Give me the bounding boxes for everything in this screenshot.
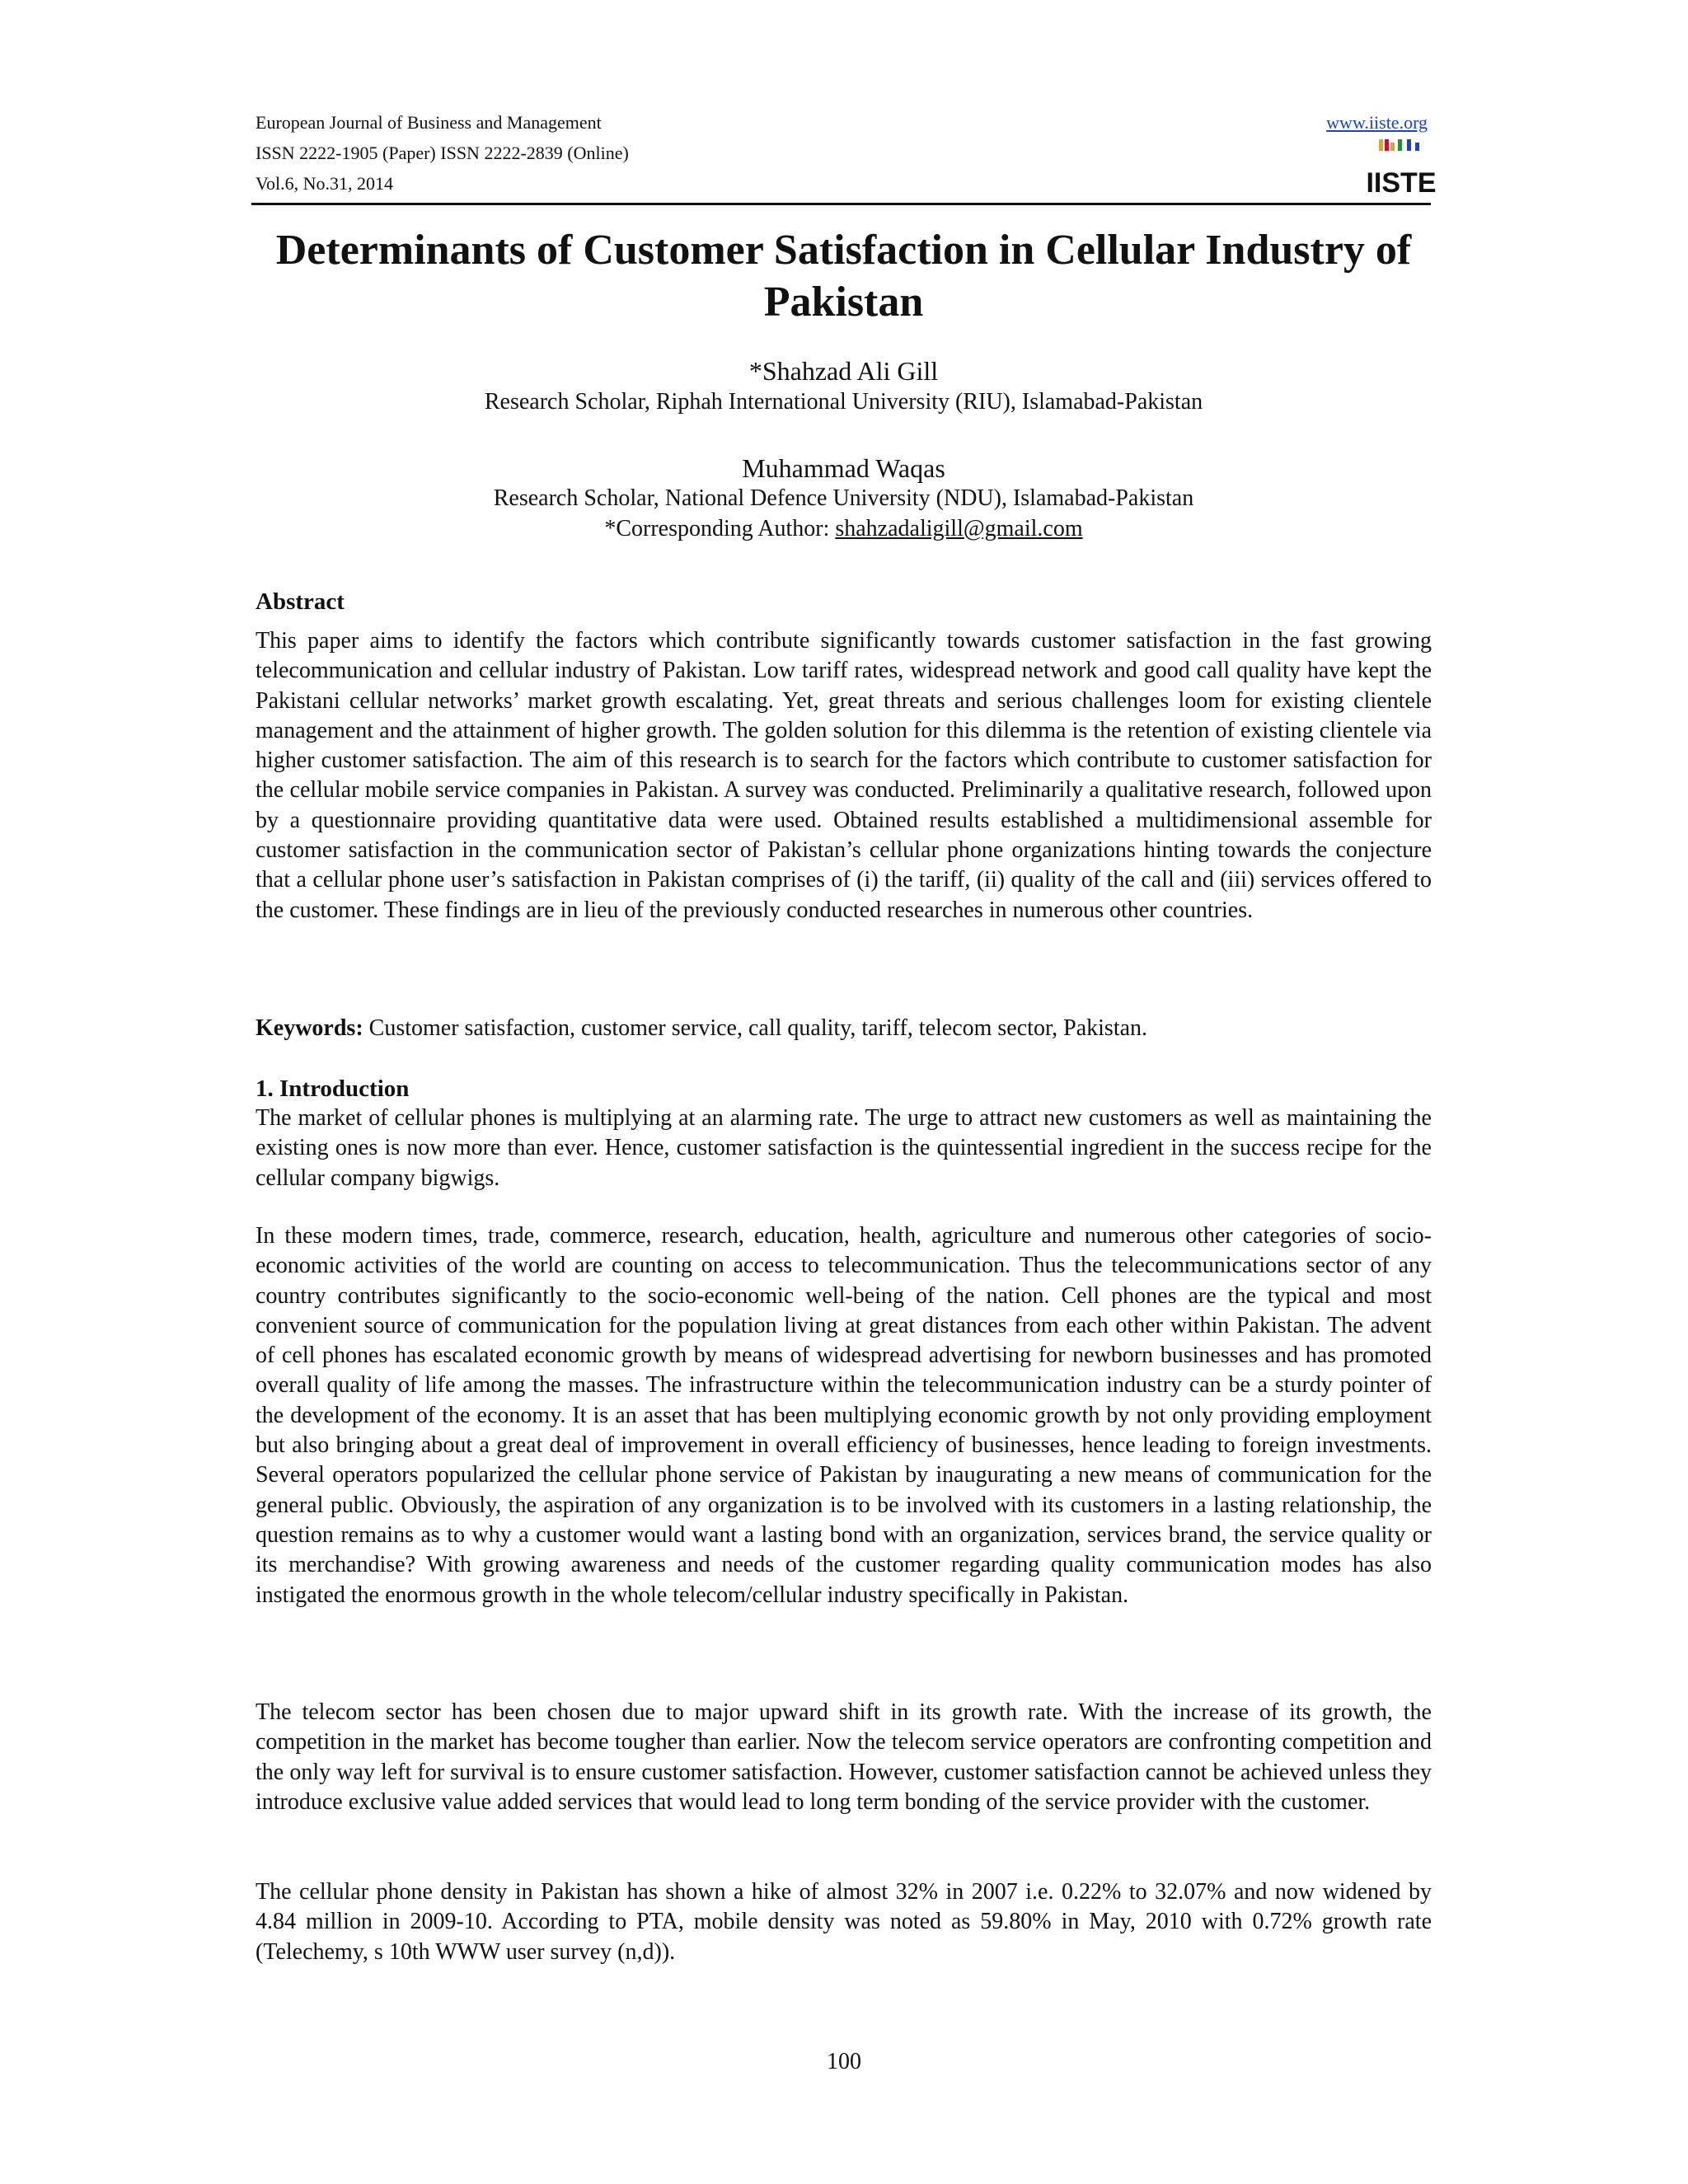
author-2-affiliation: Research Scholar, National Defence University (NDU), Islamabad-Pakistan	[493, 485, 1194, 511]
header-rule	[251, 203, 1431, 205]
corresponding-author	[247, 514, 1440, 544]
journal-url-link[interactable]: www.iiste.org	[1326, 112, 1428, 133]
intro-paragraph: In these modern times, trade, commerce, research, education, health, agriculture and numerous other categories of socio-economic activities of the world are counting on access to telecommunication. Thus the telecommunications sector of any country contributes significantly to the socio-economic well-being of the nation. Cell phones are the typical and most convenient source of communication for the population living at great distances from each other within Pakistan. The advent of cell phones has escalated economic growth by means of widespread advertising for newborn businesses and has promoted overall quality of life among the masses. The infrastructure within the telecommunication industry can be a sturdy pointer of the development of the economy. It is an asset that has been multiplying economic growth by not only providing employment but also bringing about a great deal of improvement in overall efficiency of businesses, hence leading to foreign investments. Several operators popularized the cellular phone service of Pakistan by inaugurating a new means of communication for the general public. Obviously, the aspiration of any organization is to be involved with its customers in a lasting relationship, the question remains as to why a customer would want a lasting bond with an organization, services brand, the service quality or its merchandise? With growing awareness and needs of the customer regarding quality communication modes has also instigated the enormous growth in the whole telecom/cellular industry specifically in Pakistan.	[256, 1223, 1432, 1608]
author-2-name: Muhammad Waqas	[742, 453, 945, 483]
iiste-logo-icon	[1366, 138, 1437, 199]
journal-name: European Journal of Business and Management	[256, 112, 602, 133]
intro-paragraph: The telecom sector has been chosen due to major upward shift in its growth rate. With the increase of its growth, the competition in the market has become tougher than earlier. Now the telecom service operators are confronting competition and the only way left for survival is to ensure customer satisfaction. However, customer satisfaction cannot be achieved unless they introduce exclusive value added services that would lead to long term bonding of the service provider with the customer.	[256, 1699, 1432, 1815]
keywords-label: Keywords:	[256, 1015, 363, 1041]
intro-paragraph: The market of cellular phones is multiplying at an alarming rate. The urge to attract new customers as well as maintaining the existing ones is now more than ever. Hence, customer satisfaction is the quintessential ingredient in the success recipe for the cellular company bigwigs.	[256, 1105, 1432, 1191]
abstract-heading: Abstract	[256, 588, 345, 615]
corresponding-email-link[interactable]: shahzadaligill@gmail.com	[835, 516, 1083, 541]
keywords	[256, 1014, 1432, 1043]
intro-paragraph: The cellular phone density in Pakistan has shown a hike of almost 32% in 2007 i.e. 0.22% to 32.07% and now widened by 4.84 million in 2009-10. According to PTA, mobile density was noted as 59.80% in May, 2010 with 0.72% growth rate (Telechemy, s 10th WWW user survey (n,d)).	[256, 1879, 1432, 1965]
author-1-affiliation: Research Scholar, Riphah International University (RIU), Islamabad-Pakistan	[484, 389, 1203, 415]
corresponding-label: *Corresponding Author:	[604, 516, 830, 541]
abstract-text: This paper aims to identify the factors which contribute significantly towards customer satisfaction in the fast growing telecommunication and cellular industry of Pakistan. Low tariff rates, widespread network and good call quality have kept the Pakistani cellular networks’ market growth escalating. Yet, great threats and serious challenges loom for existing clientele management and the attainment of higher growth. The golden solution for this dilemma is the retention of existing clientele via higher customer satisfaction. The aim of this research is to search for the factors which contribute to customer satisfaction for the cellular mobile service companies in Pakistan. A survey was conducted. Preliminarily a qualitative research, followed upon by a questionnaire providing quantitative data were used. Obtained results established a multidimensional assemble for customer satisfaction in the communication sector of Pakistan’s cellular phone organizations hinting towards the conjecture that a cellular phone user’s satisfaction in Pakistan comprises of (i) the tariff, (ii) quality of the call and (iii) services offered to the customer. These findings are in lieu of the previously conducted researches in numerous other countries.	[256, 628, 1432, 923]
keywords-text: Customer satisfaction, customer service, call quality, tariff, telecom sector, Pakistan.	[368, 1015, 1148, 1041]
introduction-heading: 1. Introduction	[256, 1076, 410, 1102]
running-header	[256, 107, 629, 199]
logo-text: IISTE	[1366, 167, 1437, 199]
issn-line: ISSN 2222-1905 (Paper) ISSN 2222-2839 (Online)	[256, 143, 629, 163]
paper-title: Determinants of Customer Satisfaction in Cellular Industry of Pakistan	[275, 227, 1412, 326]
page-number: 100	[827, 2049, 861, 2074]
volume-line: Vol.6, No.31, 2014	[256, 173, 394, 194]
header-right	[1326, 107, 1428, 138]
author-1-name: *Shahzad Ali Gill	[748, 356, 939, 386]
